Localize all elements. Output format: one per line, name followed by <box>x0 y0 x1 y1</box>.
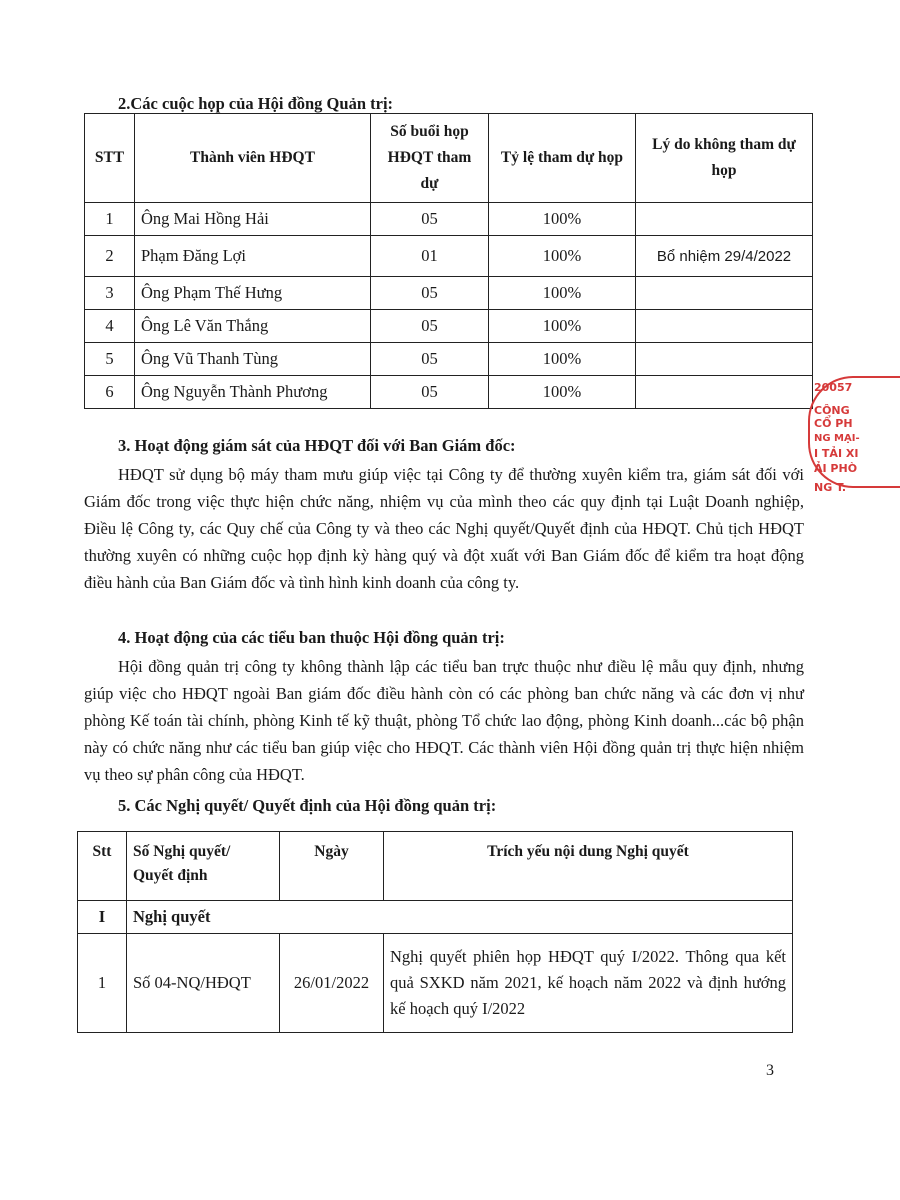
member-name-cell: Ông Lê Văn Thắng <box>135 310 371 343</box>
attendance-rate-cell: 100% <box>489 376 636 409</box>
stt-cell: 4 <box>85 310 135 343</box>
stt-cell: 2 <box>85 236 135 277</box>
member-name-cell: Ông Nguyễn Thành Phương <box>135 376 371 409</box>
table-row <box>85 310 813 343</box>
sessions-cell: 05 <box>371 376 489 409</box>
column-header: Thành viên HĐQT <box>135 114 371 203</box>
table-row <box>85 343 813 376</box>
page-number: 3 <box>766 1062 774 1079</box>
column-header: Số buổi họp HĐQT tham dự <box>371 114 489 203</box>
absence-reason-cell <box>636 376 813 409</box>
section-3-text: HĐQT sử dụng bộ máy tham mưu giúp việc tại Công ty để thường xuyên kiểm tra, giám sát đối với Giám đốc trong việc thực hiện chức năng, nhiệm vụ của mình theo các quy định tại Luật Doanh nghiệp, Điều lệ Công ty, các Quy chế của Công ty và theo các Nghị quyết/Quyết định của HĐQT. Chủ tịch HĐQT thường xuyên có những cuộc họp định kỳ hàng quý và đột xuất với Ban Giám đốc để kiểm tra hoạt động điều hành của Ban Giám đốc và tình hình kinh doanh của công ty. <box>84 465 804 592</box>
table-header-row <box>85 114 813 203</box>
stt-cell: 1 <box>85 203 135 236</box>
column-header: Ngày <box>280 832 384 901</box>
absence-reason-cell <box>636 277 813 310</box>
company-seal <box>808 376 868 494</box>
section-3-heading: 3. Hoạt động giám sát của HĐQT đối với Ban Giám đốc: <box>118 436 516 455</box>
section-4-text: Hội đồng quản trị công ty không thành lập các tiểu ban trực thuộc như điều lệ mẫu quy định, nhưng giúp việc cho HĐQT ngoài Ban giám đốc điều hành còn có các phòng ban chức năng và các đơn vị như phòng Kế toán tài chính, phòng Kinh tế kỹ thuật, phòng Tổ chức lao động, phòng Kinh doanh...các bộ phận này có chức năng như các tiểu ban giúp việc cho HĐQT. Các thành viên Hội đồng quản trị thực hiện nhiệm vụ theo sự phân công của HĐQT. <box>84 657 804 784</box>
group-index-cell: I <box>78 901 127 934</box>
stt-cell: 6 <box>85 376 135 409</box>
column-header: Số Nghị quyết/ Quyết định <box>127 832 280 901</box>
attendance-rate-cell: 100% <box>489 343 636 376</box>
seal-text: ẢI PHÒ <box>814 462 858 475</box>
section-5-heading: 5. Các Nghị quyết/ Quyết định của Hội đồng quản trị: <box>118 796 497 815</box>
group-row <box>78 901 793 934</box>
absence-reason-cell <box>636 343 813 376</box>
seal-text: CÔNG <box>814 404 850 417</box>
table-row <box>85 236 813 277</box>
resolution-content-cell: Nghị quyết phiên họp HĐQT quý I/2022. Thông qua kết quả SXKD năm 2021, kế hoạch năm 2022 và định hướng kế hoạch quý I/2022 <box>384 934 793 1033</box>
resolutions-table <box>77 831 793 1033</box>
seal-text: I TẢI XI <box>814 447 859 460</box>
seal-text: 20057 <box>814 381 853 394</box>
absence-reason-cell: Bổ nhiệm 29/4/2022 <box>636 236 813 277</box>
sessions-cell: 05 <box>371 203 489 236</box>
table-row <box>85 376 813 409</box>
sessions-cell: 01 <box>371 236 489 277</box>
attendance-table <box>84 113 813 409</box>
section-4-body <box>84 653 804 788</box>
absence-reason-cell <box>636 310 813 343</box>
member-name-cell: Phạm Đăng Lợi <box>135 236 371 277</box>
attendance-rate-cell: 100% <box>489 277 636 310</box>
section-3-body <box>84 461 804 596</box>
column-header: Stt <box>78 832 127 901</box>
stt-cell: 1 <box>78 934 127 1033</box>
stt-cell: 3 <box>85 277 135 310</box>
seal-text: CỔ PH <box>814 417 853 430</box>
resolution-number-cell: Số 04-NQ/HĐQT <box>127 934 280 1033</box>
table-header-row <box>78 832 793 901</box>
section-4-heading: 4. Hoạt động của các tiểu ban thuộc Hội đồng quản trị: <box>118 628 505 647</box>
member-name-cell: Ông Phạm Thế Hưng <box>135 277 371 310</box>
sessions-cell: 05 <box>371 310 489 343</box>
column-header: Trích yếu nội dung Nghị quyết <box>384 832 793 901</box>
table-row <box>85 277 813 310</box>
member-name-cell: Ông Mai Hồng Hải <box>135 203 371 236</box>
seal-text: NG T. <box>814 481 847 494</box>
member-name-cell: Ông Vũ Thanh Tùng <box>135 343 371 376</box>
table-row <box>78 934 793 1033</box>
absence-reason-cell <box>636 203 813 236</box>
group-label-cell: Nghị quyết <box>127 901 793 934</box>
stt-cell: 5 <box>85 343 135 376</box>
section-2-heading: 2.Các cuộc họp của Hội đồng Quản trị: <box>118 94 394 113</box>
attendance-rate-cell: 100% <box>489 203 636 236</box>
sessions-cell: 05 <box>371 277 489 310</box>
column-header: Tỷ lệ tham dự họp <box>489 114 636 203</box>
attendance-rate-cell: 100% <box>489 310 636 343</box>
seal-text: NG MẠI- <box>814 433 860 444</box>
column-header: Lý do không tham dự họp <box>636 114 813 203</box>
attendance-rate-cell: 100% <box>489 236 636 277</box>
sessions-cell: 05 <box>371 343 489 376</box>
table-row <box>85 203 813 236</box>
resolution-date-cell: 26/01/2022 <box>280 934 384 1033</box>
column-header: STT <box>85 114 135 203</box>
